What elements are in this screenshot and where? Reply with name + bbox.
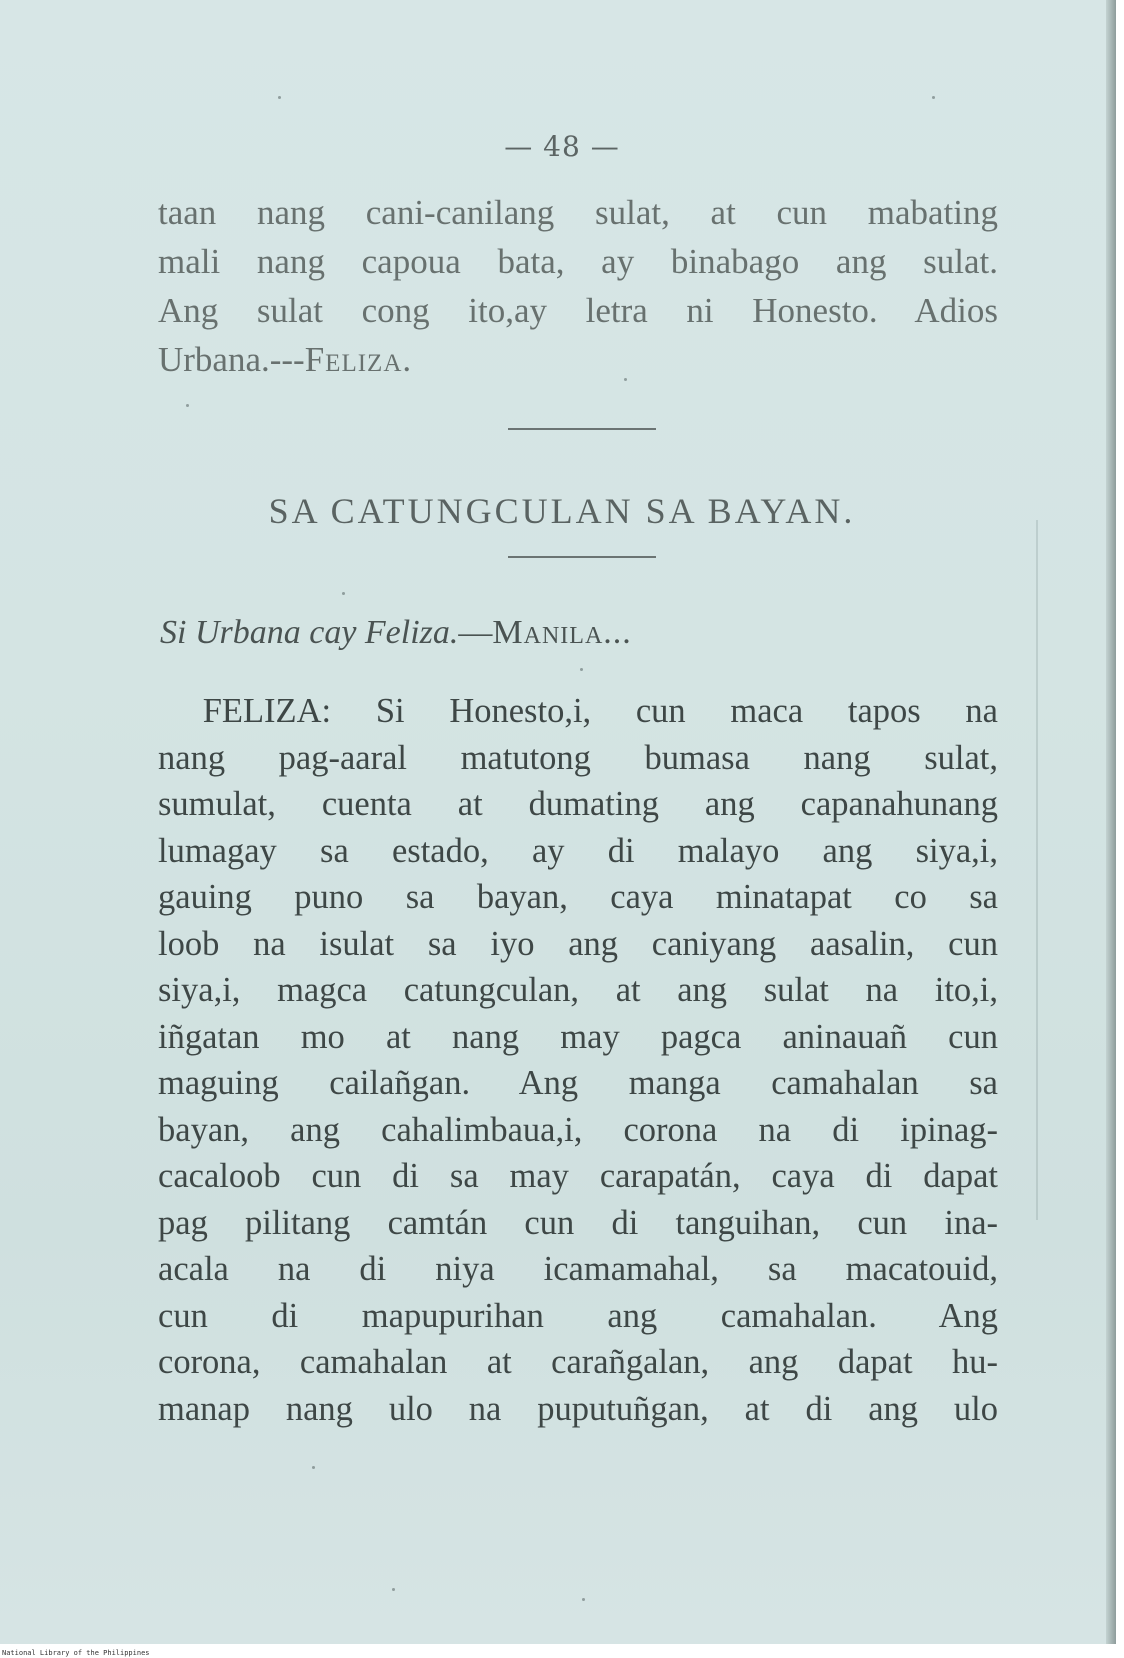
text-line: cacaloob cun di sa may carapatán, caya di dapat — [158, 1157, 998, 1195]
signature: Feliza. — [304, 340, 413, 379]
text-line: acala na di niya icamamahal, sa macatouid, — [158, 1250, 998, 1288]
text-line: gauing puno sa bayan, caya minatapat co sa — [158, 878, 998, 916]
text-line: iñgatan mo at nang may pagca aninauañ cun — [158, 1017, 998, 1056]
text-line: taan nang cani-canilang sulat, at cun mabating — [158, 193, 998, 232]
page-number: — 48 — — [504, 130, 620, 163]
scan-speck — [392, 1588, 395, 1591]
divider-rule — [508, 428, 656, 430]
text-line: maguing cailañgan. Ang manga camahalan sa — [158, 1064, 998, 1102]
text-line: pag pilitang camtán cun di tanguihan, cun ina- — [158, 1203, 998, 1242]
text-line-closing — [158, 335, 998, 384]
text-line: bayan, ang cahalimbaua,i, corona na di ipinag- — [158, 1110, 998, 1149]
scan-speck — [580, 668, 583, 671]
scan-speck — [342, 592, 345, 595]
text-line: cun di mapupurihan ang camahalan. Ang — [158, 1296, 998, 1335]
scan-speck — [278, 96, 281, 99]
salutation-text: Si Urbana cay Feliza. — [160, 614, 459, 651]
text-line: nang pag-aaral matutong bumasa nang sulat, — [158, 738, 998, 777]
text-line: lumagay sa estado, ay di malayo ang siya,i, — [158, 831, 998, 870]
salutation-dash: — — [458, 614, 493, 651]
salutation-place: Manila... — [492, 614, 632, 651]
text-line: manap nang ulo na puputuñgan, at di ang ulo — [158, 1389, 998, 1428]
footer-credit: National Library of the Philippines — [2, 1649, 150, 1657]
addressee: FELIZA: — [202, 692, 332, 730]
page-fold-mark — [1036, 520, 1038, 1220]
scan-speck — [932, 96, 935, 99]
main-paragraph — [158, 688, 998, 1432]
text-line: siya,i, magca catungculan, at ang sulat na ito,i, — [158, 971, 998, 1009]
text-line: Ang sulat cong ito,ay letra ni Honesto. Adios — [158, 291, 998, 330]
scan-speck — [582, 1598, 585, 1601]
first-line-text: Si Honesto,i, cun maca tapos na — [375, 692, 998, 730]
text-line: sumulat, cuenta at dumating ang capanahunang — [158, 785, 998, 823]
salutation — [160, 614, 632, 652]
divider-rule — [508, 556, 656, 558]
text-line: corona, camahalan at carañgalan, ang dapat hu- — [158, 1343, 998, 1381]
text-line: loob na isulat sa iyo ang caniyang aasalin, cun — [158, 924, 998, 963]
scan-speck — [186, 404, 189, 407]
text-line-first — [158, 688, 998, 735]
page-edge-shadow — [1106, 0, 1116, 1644]
section-heading: SA CATUNGCULAN SA BAYAN. — [268, 491, 856, 531]
text-line: mali nang capoua bata, ay binabago ang sulat. — [158, 242, 998, 281]
scan-speck — [312, 1466, 315, 1469]
closing-text: Urbana.--- — [158, 340, 305, 379]
top-paragraph — [158, 188, 998, 384]
